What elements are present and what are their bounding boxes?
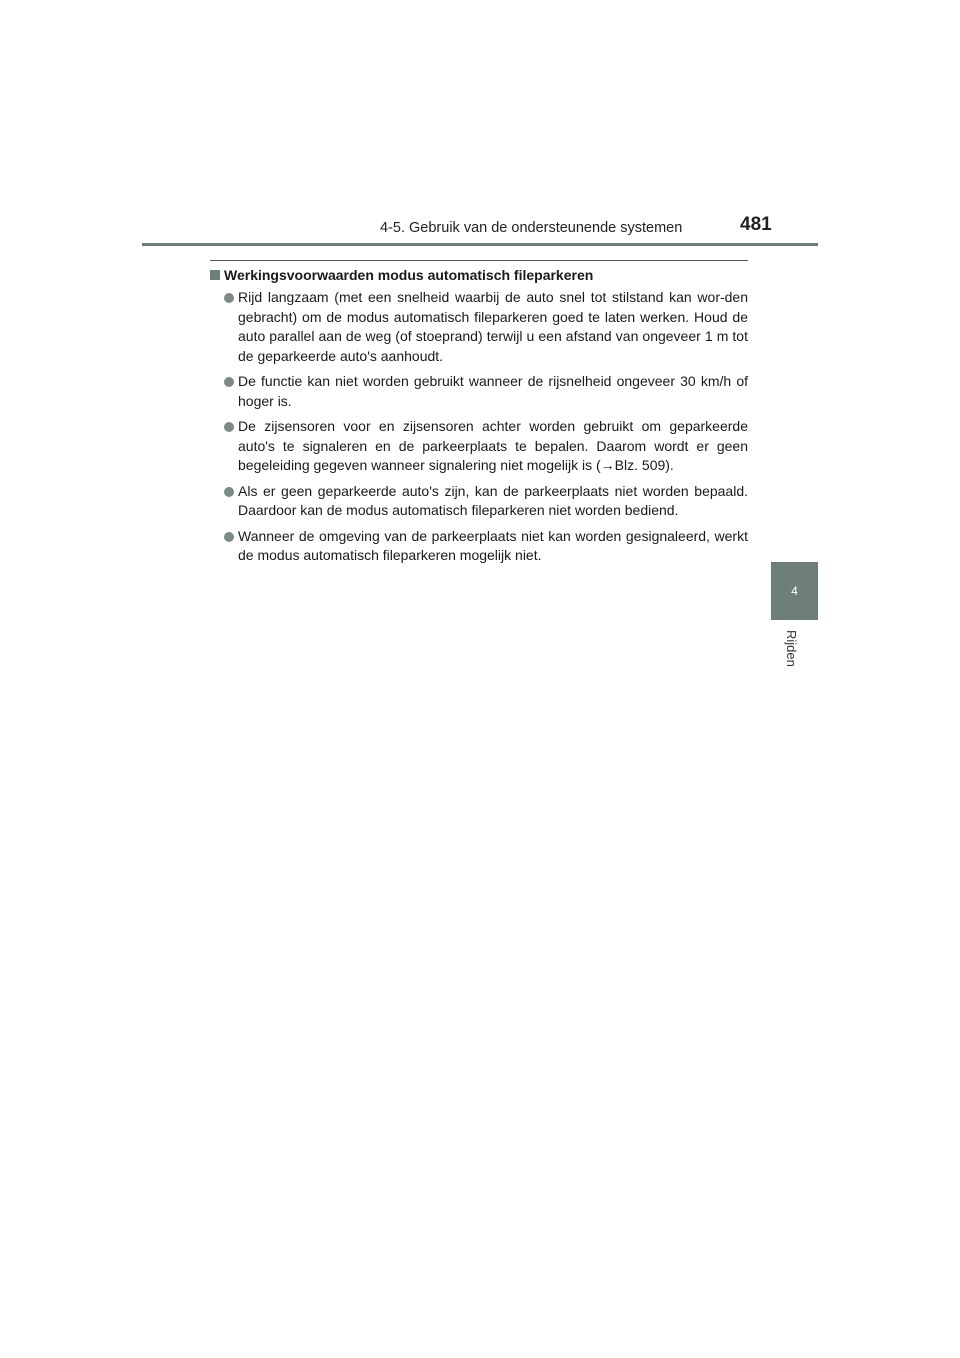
chapter-title: 4-5. Gebruik van de ondersteunende systemen [380,220,683,236]
circle-bullet-icon [224,293,234,303]
page-number: 481 [740,214,772,235]
chapter-tab-label: Rijden [784,630,799,667]
circle-bullet-icon [224,532,234,542]
list-item [210,288,748,366]
section-heading [210,265,748,285]
list-item [210,527,748,566]
circle-bullet-icon [224,377,234,387]
list-item-text: Rijd langzaam (met een snelheid waarbij de auto snel tot stilstand kan wor-den gebracht) om de modus automatisch fileparkeren goed te laten werken. Houd de auto parallel aan de weg (of stoeprand) terwijl u een afstand van ongeveer 1 m tot de geparkeerde auto's aanhoudt. [238,289,748,364]
list-item [210,417,748,476]
header-rule [142,243,818,246]
section-heading-text: Werkingsvoorwaarden modus automatisch fileparkeren [224,267,594,283]
section-content [210,265,748,572]
list-item-text: Wanneer de omgeving van de parkeerplaats niet kan worden gesignaleerd, werkt de modus automatisch fileparkeren mogelijk niet. [238,527,748,563]
chapter-tab [771,562,818,620]
list-item [210,372,748,411]
square-bullet-icon [210,270,220,280]
list-item-text: De functie kan niet worden gebruikt wanneer de rijsnelheid ongeveer 30 km/h of hoger is. [238,373,748,409]
bullet-list [210,288,748,566]
list-item [210,482,748,521]
section-rule [210,260,748,261]
list-item-text: De zijsensoren voor en zijsensoren achter worden gebruikt om geparkeerde auto's te signaleren en de parkeerplaats te bepalen. Daarom wordt er geen begeleiding gegeven wanneer signalering niet mogelijk is (→Blz. 509). [238,418,748,473]
circle-bullet-icon [224,487,234,497]
chapter-tab-number: 4 [791,584,798,598]
circle-bullet-icon [224,422,234,432]
list-item-text: Als er geen geparkeerde auto's zijn, kan de parkeerplaats niet worden bepaald. Daardoor kan de modus automatisch fileparkeren niet worden bediend. [238,482,748,518]
